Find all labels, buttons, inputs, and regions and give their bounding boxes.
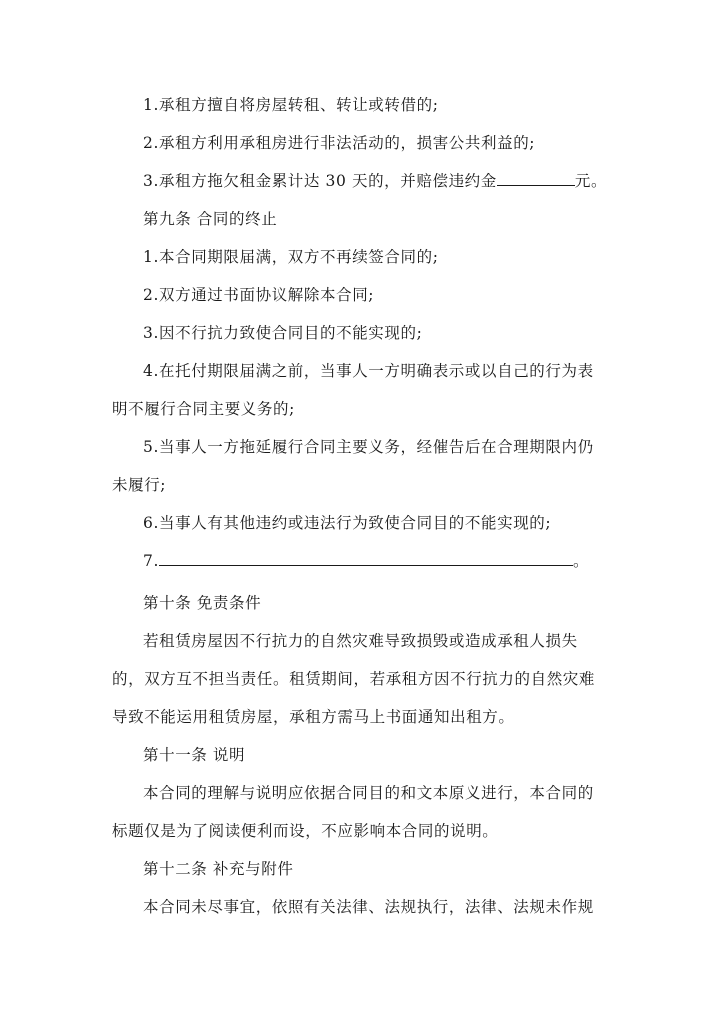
article-12-line-1: 本合同未尽事宜，依照有关法律、法规执行，法律、法规未作规 (143, 898, 594, 916)
article-8-item-2: 2.承租方利用承租房进行非法活动的，损害公共利益的; (143, 134, 536, 152)
article-11-line-2: 标题仅是为了阅读便利而设，不应影响本合同的说明。 (112, 822, 499, 840)
article-12-title: 第十二条 补充与附件 (143, 860, 294, 878)
penalty-amount-blank (497, 170, 575, 186)
article-10-line-2: 的，双方互不担当责任。租赁期间，若承租方因不行抗力的自然灾难 (112, 670, 596, 688)
article-11-title: 第十一条 说明 (143, 746, 246, 764)
article-9-item-5-line-2: 未履行; (112, 476, 167, 494)
article-8-item-3 (143, 170, 643, 192)
item-7-blank (159, 550, 573, 566)
article-9-title: 第九条 合同的终止 (143, 210, 278, 228)
article-9-item-5-line-1: 5.当事人一方拖延履行合同主要义务，经催告后在合理期限内仍 (143, 438, 594, 456)
article-9-item-7-number: 7. (143, 552, 159, 570)
article-9-item-2: 2.双方通过书面协议解除本合同; (143, 286, 375, 304)
article-10-title: 第十条 免责条件 (143, 594, 262, 612)
article-8-item-3-unit: 元。 (574, 172, 608, 190)
article-10-line-3: 导致不能运用租赁房屋，承租方需马上书面通知出租方。 (112, 708, 515, 726)
article-9-item-6: 6.当事人有其他违约或违法行为致使合同目的不能实现的; (143, 514, 552, 532)
article-8-item-1: 1.承租方擅自将房屋转租、转让或转借的; (143, 96, 439, 114)
article-11-line-1: 本合同的理解与说明应依据合同目的和文本原义进行，本合同的 (143, 784, 594, 802)
article-9-item-7 (143, 550, 643, 572)
article-9-item-3: 3.因不行抗力致使合同目的不能实现的; (143, 324, 423, 342)
article-9-item-7-end: 。 (573, 552, 590, 570)
article-9-item-4-line-1: 4.在托付期限届满之前，当事人一方明确表示或以自己的行为表 (143, 362, 594, 380)
article-8-item-3-text: 3.承租方拖欠租金累计达 30 天的，并赔偿违约金 (143, 172, 497, 190)
article-9-item-4-line-2: 明不履行合同主要义务的; (112, 400, 295, 418)
article-10-line-1: 若租赁房屋因不行抗力的自然灾难导致损毁或造成承租人损失 (143, 632, 578, 650)
article-9-item-1: 1.本合同期限届满，双方不再续签合同的; (143, 248, 439, 266)
